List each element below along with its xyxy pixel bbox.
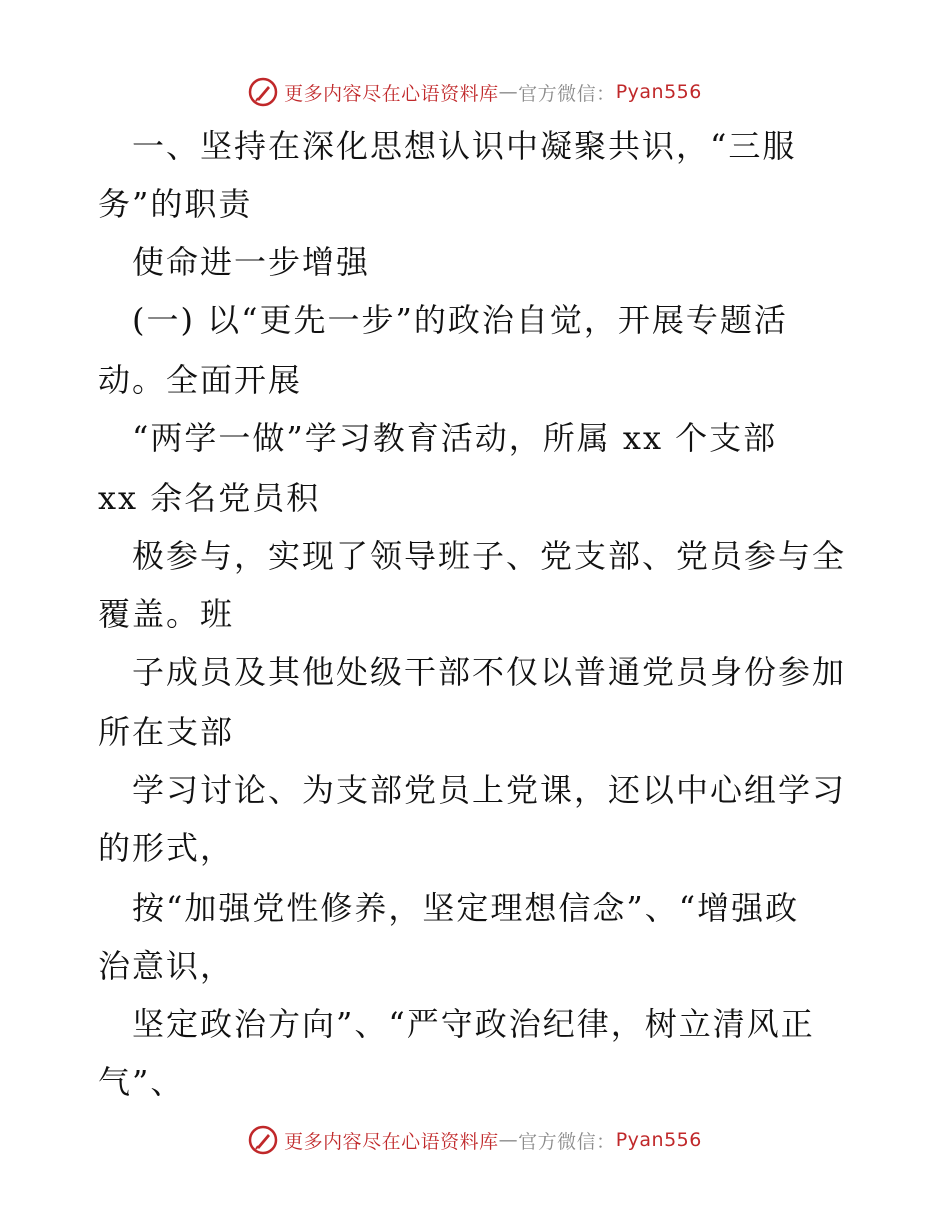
text-line: 坚定政治方向”、“严守政治纪律，树立清风正 (98, 1005, 815, 1043)
text-line: 按“加强党性修养，坚定理想信念”、“增强政 (98, 889, 800, 927)
text-line: 覆盖。班 (98, 595, 235, 633)
header-watermark (0, 72, 950, 112)
feather-pen-icon (248, 1125, 278, 1155)
footer-watermark (0, 1120, 950, 1160)
feather-pen-icon (248, 77, 278, 107)
text-line: 动。全面开展 (98, 361, 303, 399)
text-line: 务”的职责 (98, 185, 253, 223)
text-line: 气”、 (98, 1063, 185, 1101)
text-line: 极参与，实现了领导班子、党支部、党员参与全 (98, 537, 847, 575)
watermark-text: 更多内容尽在心语资料库 (284, 1130, 499, 1153)
watermark-id: Pyan556 (615, 1129, 702, 1151)
watermark-separator: — (498, 81, 519, 103)
text-line: 使命进一步增强 (98, 243, 371, 281)
text-line: 一、坚持在深化思想认识中凝聚共识，“三服 (98, 127, 797, 165)
text-line: 子成员及其他处级干部不仅以普通党员身份参加 (98, 653, 847, 691)
text-line: 治意识， (98, 947, 235, 985)
watermark-text: 更多内容尽在心语资料库 (284, 82, 499, 105)
text-line: “两学一做”学习教育活动，所属 xx 个支部 (98, 419, 778, 457)
watermark-label: 官方微信： (518, 1130, 616, 1153)
text-line: (一) 以“更先一步”的政治自觉，开展专题活 (98, 301, 788, 339)
text-line: 所在支部 (98, 713, 235, 751)
watermark-label: 官方微信： (518, 82, 616, 105)
text-line: 学习讨论、为支部党员上党课，还以中心组学习 (98, 771, 847, 809)
watermark-separator: — (498, 1129, 519, 1151)
watermark-id: Pyan556 (615, 81, 702, 103)
text-line: 的形式， (98, 829, 235, 867)
text-line: xx 余名党员积 (98, 479, 321, 517)
